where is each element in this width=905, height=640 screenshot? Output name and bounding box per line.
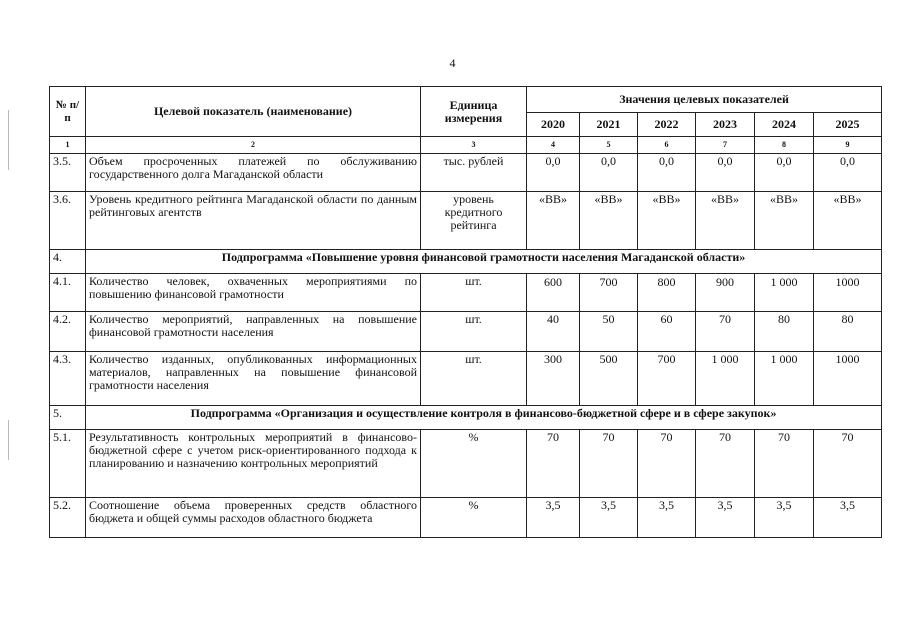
indicator-name: Количество изданных, опубликованных информационных материалов, направленных на повышение финансовой грамотности населения xyxy=(86,352,421,406)
row-number: 4.1. xyxy=(50,274,86,312)
value-cell: 70 xyxy=(696,430,755,498)
unit-cell: шт. xyxy=(421,274,527,312)
row-number: 4.2. xyxy=(50,312,86,352)
table-row xyxy=(50,312,882,352)
value-cell: 80 xyxy=(814,312,882,352)
value-cell: 500 xyxy=(580,352,638,406)
value-cell: 70 xyxy=(580,430,638,498)
scan-edge-mark xyxy=(8,420,9,460)
header-year: 2025 xyxy=(814,113,882,137)
unit-cell: шт. xyxy=(421,312,527,352)
column-number-row xyxy=(50,137,882,154)
header-unit: Единица измерения xyxy=(421,87,527,137)
row-number: 4.3. xyxy=(50,352,86,406)
value-cell: 1 000 xyxy=(696,352,755,406)
row-number: 5.2. xyxy=(50,498,86,538)
value-cell: 0,0 xyxy=(580,154,638,192)
value-cell: 50 xyxy=(580,312,638,352)
table-row xyxy=(50,498,882,538)
value-cell: 3,5 xyxy=(580,498,638,538)
value-cell: 700 xyxy=(580,274,638,312)
value-cell: 70 xyxy=(638,430,696,498)
header-year: 2020 xyxy=(527,113,580,137)
column-number: 2 xyxy=(86,137,421,154)
value-cell: 3,5 xyxy=(638,498,696,538)
value-cell: 3,5 xyxy=(814,498,882,538)
row-number: 4. xyxy=(50,250,86,274)
indicator-name: Результативность контрольных мероприятий в финансово-бюджетной сфере с учетом риск-ориентированного подхода к планированию и назначению контрольных мероприятий xyxy=(86,430,421,498)
header-values: Значения целевых показателей xyxy=(527,87,882,113)
page-number: 4 xyxy=(449,56,456,70)
indicator-name: Количество мероприятий, направленных на повышение финансовой грамотности населения xyxy=(86,312,421,352)
unit-cell: % xyxy=(421,430,527,498)
column-number: 3 xyxy=(421,137,527,154)
value-cell: 3,5 xyxy=(755,498,814,538)
value-cell: 80 xyxy=(755,312,814,352)
column-number: 4 xyxy=(527,137,580,154)
value-cell: 0,0 xyxy=(696,154,755,192)
value-cell: 3,5 xyxy=(696,498,755,538)
row-number: 3.6. xyxy=(50,192,86,250)
header-year: 2024 xyxy=(755,113,814,137)
row-number: 5. xyxy=(50,406,86,430)
scan-edge-mark xyxy=(8,110,9,170)
value-cell: «ВВ» xyxy=(814,192,882,250)
header-row xyxy=(50,87,882,113)
header-year: 2021 xyxy=(580,113,638,137)
indicator-name: Количество человек, охваченных мероприятиями по повышению финансовой грамотности xyxy=(86,274,421,312)
value-cell: 40 xyxy=(527,312,580,352)
unit-cell: шт. xyxy=(421,352,527,406)
value-cell: 900 xyxy=(696,274,755,312)
column-number: 8 xyxy=(755,137,814,154)
value-cell: 70 xyxy=(527,430,580,498)
value-cell: 0,0 xyxy=(755,154,814,192)
value-cell: «ВВ» xyxy=(755,192,814,250)
table-row xyxy=(50,430,882,498)
value-cell: 60 xyxy=(638,312,696,352)
unit-cell: тыс. рублей xyxy=(421,154,527,192)
value-cell: 1 000 xyxy=(755,352,814,406)
row-number: 5.1. xyxy=(50,430,86,498)
table-row xyxy=(50,154,882,192)
unit-cell: уровень кредитного рейтинга xyxy=(421,192,527,250)
value-cell: 0,0 xyxy=(527,154,580,192)
header-num: № п/п xyxy=(50,87,86,137)
target-indicators-table xyxy=(49,86,882,538)
indicator-name: Соотношение объема проверенных средств областного бюджета и общей суммы расходов областного бюджета xyxy=(86,498,421,538)
value-cell: 600 xyxy=(527,274,580,312)
subprogram-row xyxy=(50,406,882,430)
value-cell: 0,0 xyxy=(638,154,696,192)
value-cell: 70 xyxy=(814,430,882,498)
value-cell: 1000 xyxy=(814,352,882,406)
value-cell: 0,0 xyxy=(814,154,882,192)
column-number: 6 xyxy=(638,137,696,154)
value-cell: 1000 xyxy=(814,274,882,312)
value-cell: 3,5 xyxy=(527,498,580,538)
row-number: 3.5. xyxy=(50,154,86,192)
value-cell: «ВВ» xyxy=(638,192,696,250)
table-row xyxy=(50,352,882,406)
value-cell: «ВВ» xyxy=(580,192,638,250)
table-row xyxy=(50,274,882,312)
value-cell: «ВВ» xyxy=(696,192,755,250)
column-number: 5 xyxy=(580,137,638,154)
subprogram-row xyxy=(50,250,882,274)
indicator-name: Уровень кредитного рейтинга Магаданской области по данным рейтинговых агентств xyxy=(86,192,421,250)
header-indicator: Целевой показатель (наименование) xyxy=(86,87,421,137)
subprogram-title: Подпрограмма «Организация и осуществление контроля в финансово-бюджетной сфере и в сфере закупок» xyxy=(86,406,882,430)
indicator-name: Объем просроченных платежей по обслуживанию государственного долга Магаданской области xyxy=(86,154,421,192)
column-number: 7 xyxy=(696,137,755,154)
value-cell: «ВВ» xyxy=(527,192,580,250)
header-year: 2023 xyxy=(696,113,755,137)
value-cell: 1 000 xyxy=(755,274,814,312)
value-cell: 300 xyxy=(527,352,580,406)
unit-cell: % xyxy=(421,498,527,538)
value-cell: 800 xyxy=(638,274,696,312)
value-cell: 70 xyxy=(755,430,814,498)
subprogram-title: Подпрограмма «Повышение уровня финансовой грамотности населения Магаданской области» xyxy=(86,250,882,274)
column-number: 9 xyxy=(814,137,882,154)
value-cell: 70 xyxy=(696,312,755,352)
column-number: 1 xyxy=(50,137,86,154)
header-year: 2022 xyxy=(638,113,696,137)
table-row xyxy=(50,192,882,250)
value-cell: 700 xyxy=(638,352,696,406)
